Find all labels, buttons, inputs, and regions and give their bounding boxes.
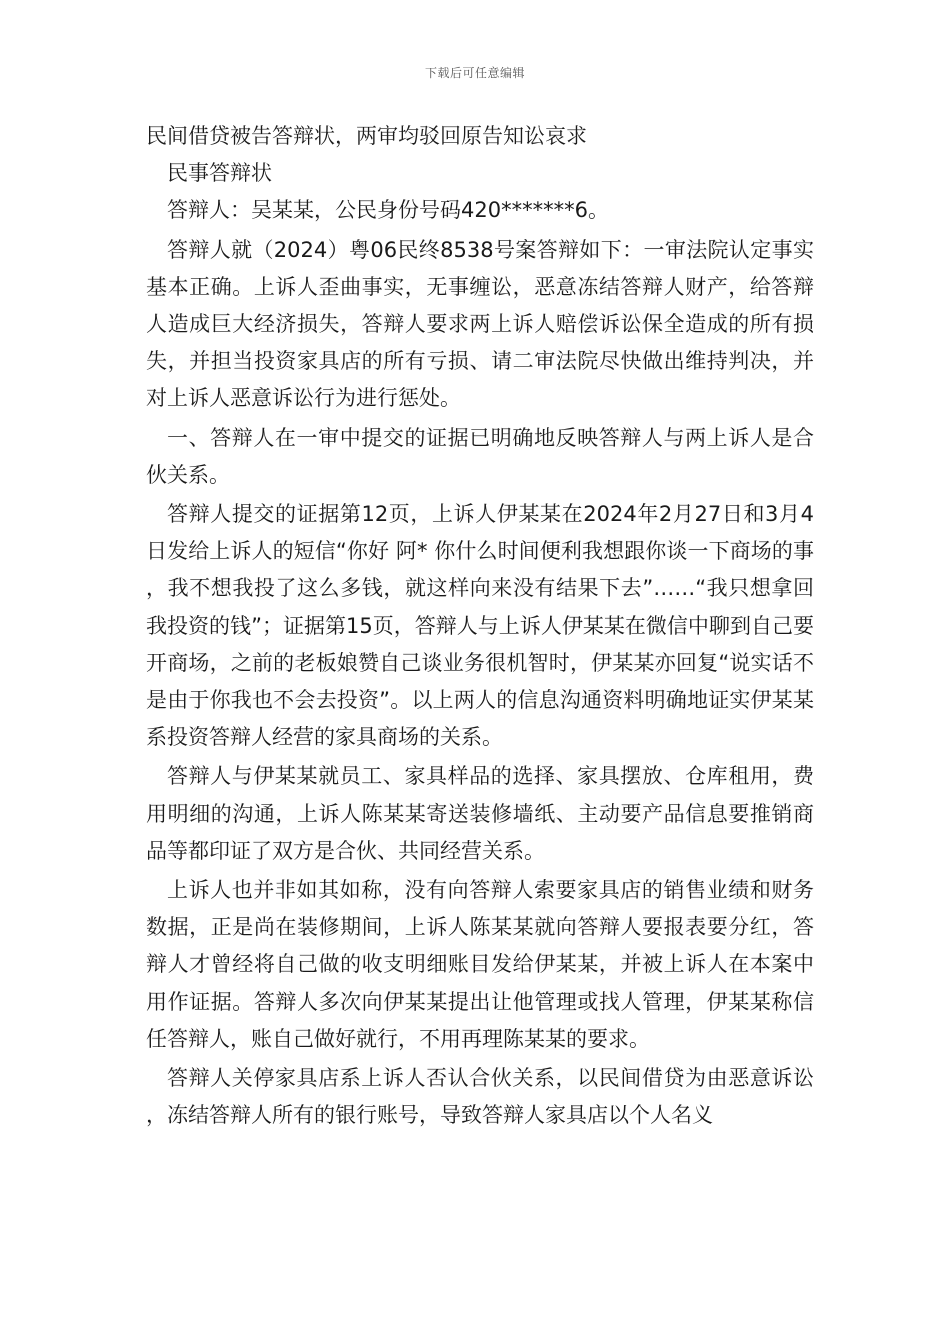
paragraph-cooperation: 答辩人与伊某某就员工、家具样品的选择、家具摆放、仓库租用，费用明细的沟通，上诉人陈某某寄送装修墙纸、主动要产品信息要推销商品等都印证了双方是合伙、共同经营关系。 — [146, 764, 814, 863]
page-header-note: 下载后可任意编辑 — [424, 66, 525, 80]
document-title: 民间借贷被告答辩状，两审均驳回原告知讼哀求 — [146, 124, 587, 148]
paragraph-section-one-heading: 一、答辩人在一审中提交的证据已明确地反映答辩人与两上诉人是合伙关系。 — [146, 425, 814, 487]
paragraph-case-statement: 答辩人就（2024）粤06民终8538号案答辩如下：一审法院认定事实基本正确。上诉人歪曲事实，无事缠讼，恶意冻结答辩人财产，给答辩人造成巨大经济损失，答辩人要求两上诉人赔偿诉讼保全造成的所有损失，并担当投资家具店的所有亏损、请二审法院尽快做出维持判决，并对上诉人恶意诉讼行为进行惩处。 — [146, 237, 814, 411]
paragraph-respondent: 答辩人：吴某某，公民身份号码420*******6。 — [167, 198, 609, 223]
paragraph-financial-data: 上诉人也并非如其如称，没有向答辩人索要家具店的销售业绩和财务数据，正是尚在装修期间，上诉人陈某某就向答辩人要报表要分红，答辩人才曾经将自己做的收支明细账目发给伊某某，并被上诉人在本案中用作证据。答辩人多次向伊某某提出让他管理或找人管理，伊某某称信任答辩人，账自己做好就行，不用再理陈某某的要求。 — [146, 878, 814, 1051]
paragraph-store-closure: 答辩人关停家具店系上诉人否认合伙关系，以民间借贷为由恶意诉讼，冻结答辩人所有的银行账号，导致答辩人家具店以个人名义 — [146, 1066, 814, 1128]
document-body — [146, 118, 814, 1134]
paragraph-evidence: 答辩人提交的证据第12页，上诉人伊某某在2024年2月27日和3月4日发给上诉人的短信“你好 阿* 你什么时间便利我想跟你谈一下商场的事，我不想我投了这么多钱，就这样向来没有结果下去”……“我只想拿回我投资的钱”；证据第15页，答辩人与上诉人伊某某在微信中聊到自己要开商场，之前的老板娘赞自己谈业务很机智时，伊某某亦回复“说实话不是由于你我也不会去投资”。以上两人的信息沟通资料明确地证实伊某某系投资答辩人经营的家具商场的关系。 — [146, 502, 814, 750]
document-subtitle: 民事答辩状 — [167, 161, 272, 186]
